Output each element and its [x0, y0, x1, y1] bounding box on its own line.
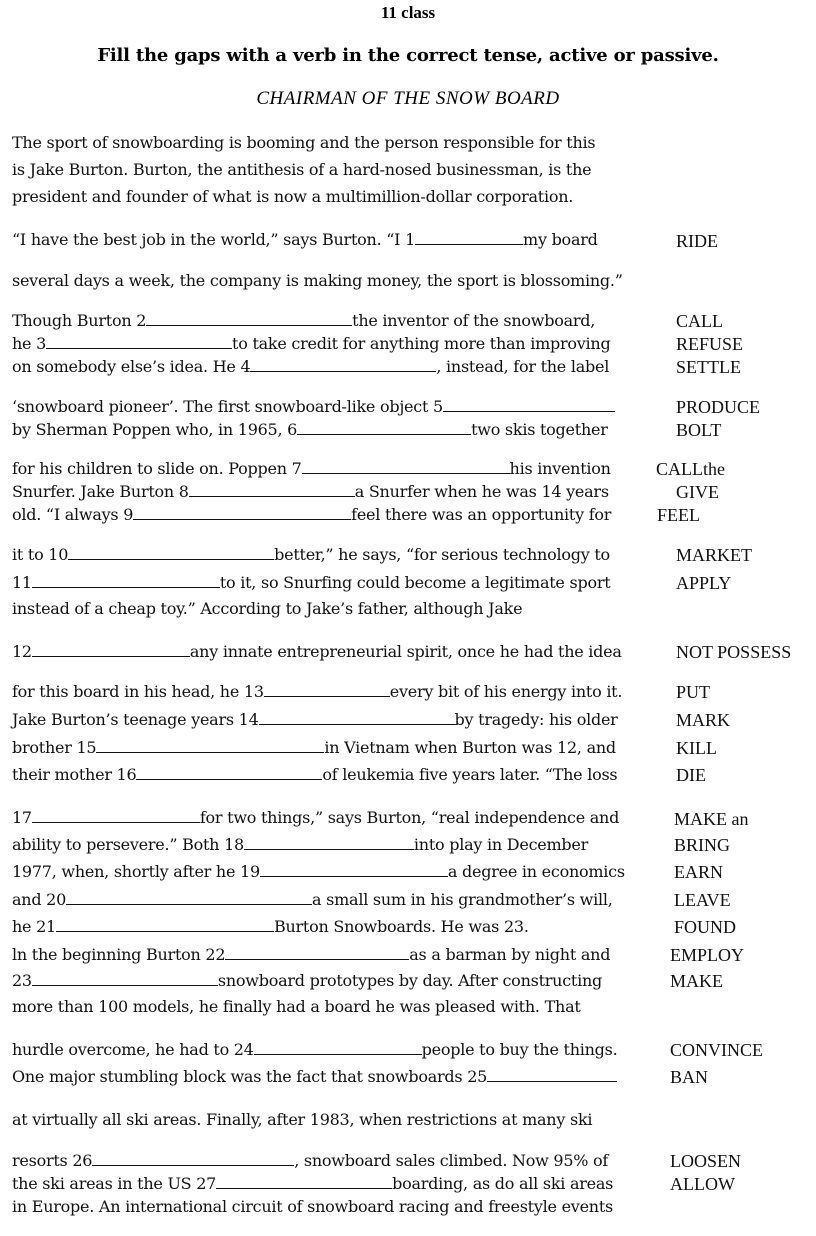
- text-segment: every bit of his energy into it.: [389, 682, 623, 701]
- text-segment: ‘snowboard pioneer’. The first snowboard-like object 5: [12, 397, 443, 416]
- text-line: [12, 572, 610, 596]
- text-segment: for his children to slide on. Poppen 7: [12, 459, 302, 478]
- verb-keyword: BRING: [674, 835, 731, 855]
- text-segment: on somebody else’s idea. He 4: [12, 357, 251, 376]
- verb-keyword: PRODUCE: [676, 397, 761, 417]
- verb-keyword: GIVE: [676, 482, 719, 502]
- text-segment: at virtually all ski areas. Finally, after 1983, when restrictions at many ski: [12, 1110, 593, 1129]
- text-segment: feel there was an opportunity for: [351, 505, 612, 524]
- verb-keyword: MARK: [676, 710, 731, 730]
- answer-gap[interactable]: [260, 861, 448, 877]
- verb-keyword: FOUND: [674, 917, 737, 937]
- text-segment: their mother 16: [12, 765, 137, 784]
- answer-gap[interactable]: [302, 458, 510, 474]
- verb-keyword: PUT: [676, 682, 711, 702]
- answer-gap[interactable]: [133, 504, 351, 520]
- verb-keyword: LEAVE: [674, 890, 731, 910]
- text-segment: people to buy the things.: [421, 1040, 618, 1059]
- text-line: [12, 333, 610, 357]
- text-segment: by tragedy: his older: [454, 710, 618, 729]
- answer-gap[interactable]: [297, 419, 471, 435]
- text-line: [12, 419, 608, 443]
- text-segment: any innate entrepreneurial spirit, once he had the idea: [189, 642, 622, 661]
- text-segment: snowboard prototypes by day. After constructing: [217, 971, 603, 990]
- text-segment: my board: [523, 230, 598, 249]
- verb-keyword: APPLY: [676, 573, 732, 593]
- text-line: [12, 996, 581, 1020]
- answer-gap[interactable]: [136, 764, 322, 780]
- answer-gap[interactable]: [32, 807, 200, 823]
- text-segment: Though Burton 2: [12, 311, 147, 330]
- text-segment: a degree in economics: [447, 862, 625, 881]
- text-segment: ability to persevere.” Both 18: [12, 835, 244, 854]
- text-line: [12, 598, 522, 622]
- answer-gap[interactable]: [443, 396, 615, 412]
- answer-gap[interactable]: [146, 310, 352, 326]
- text-segment: two skis together: [471, 420, 608, 439]
- story-title: CHAIRMAN OF THE SNOW BOARD: [256, 88, 560, 109]
- text-segment: the ski areas in the US 27: [12, 1174, 217, 1193]
- text-segment: his invention: [509, 459, 611, 478]
- answer-gap[interactable]: [56, 916, 274, 932]
- text-segment: more than 100 models, he finally had a board he was pleased with. That: [12, 997, 581, 1016]
- text-line: [12, 737, 616, 761]
- text-line: [12, 834, 588, 858]
- verb-keyword: DIE: [676, 765, 706, 785]
- text-line: [12, 889, 613, 913]
- text-line: [12, 270, 623, 294]
- answer-gap[interactable]: [92, 1150, 294, 1166]
- text-segment: in Vietnam when Burton was 12, and: [324, 738, 616, 757]
- verb-keyword: REFUSE: [676, 334, 744, 354]
- text-line: [12, 481, 609, 505]
- text-line: [12, 159, 591, 183]
- text-segment: The sport of snowboarding is booming and the person responsible for this: [12, 133, 596, 152]
- text-segment: boarding, as do all ski areas: [392, 1174, 614, 1193]
- answer-gap[interactable]: [259, 709, 455, 725]
- text-segment: “I have the best job in the world,” says Burton. “I 1: [12, 230, 416, 249]
- text-segment: 12: [12, 642, 32, 661]
- answer-gap[interactable]: [487, 1066, 617, 1082]
- text-line: [12, 764, 617, 788]
- answer-gap[interactable]: [250, 356, 436, 372]
- answer-gap[interactable]: [225, 944, 409, 960]
- verb-keyword: CALL: [676, 311, 723, 331]
- text-segment: of leukemia five years later. “The loss: [322, 765, 618, 784]
- answer-gap[interactable]: [415, 229, 523, 245]
- answer-gap[interactable]: [96, 737, 324, 753]
- text-line: [12, 1150, 608, 1174]
- answer-gap[interactable]: [189, 481, 355, 497]
- text-segment: into play in December: [413, 835, 589, 854]
- verb-keyword: EARN: [674, 862, 723, 882]
- verb-keyword: NOT POSSESS: [676, 642, 792, 662]
- text-segment: a small sum in his grandmother’s will,: [312, 890, 613, 909]
- text-segment: , instead, for the label: [436, 357, 610, 376]
- text-segment: a Snurfer when he was 14 years: [354, 482, 609, 501]
- text-line: [12, 807, 619, 831]
- text-line: [12, 641, 622, 665]
- text-line: [12, 970, 602, 994]
- verb-keyword: EMPLOY: [670, 945, 745, 965]
- text-line: [12, 544, 610, 568]
- verb-keyword: BOLT: [676, 420, 722, 440]
- text-segment: to it, so Snurfing could become a legitimate sport: [219, 573, 611, 592]
- text-segment: ln the beginning Burton 22: [12, 945, 226, 964]
- text-segment: he 21: [12, 917, 56, 936]
- text-segment: 23: [12, 971, 32, 990]
- text-segment: to take credit for anything more than improving: [232, 334, 611, 353]
- text-line: [12, 186, 573, 210]
- answer-gap[interactable]: [254, 1039, 422, 1055]
- text-line: [12, 310, 595, 334]
- verb-keyword: LOOSEN: [670, 1151, 741, 1171]
- text-line: [12, 356, 609, 380]
- text-segment: several days a week, the company is making money, the sport is blossoming.”: [12, 271, 623, 290]
- text-segment: 17: [12, 808, 32, 827]
- answer-gap[interactable]: [68, 544, 274, 560]
- text-segment: 11: [12, 573, 32, 592]
- text-line: [12, 861, 625, 885]
- text-segment: he 3: [12, 334, 47, 353]
- verb-keyword: MAKE: [670, 971, 723, 991]
- text-segment: hurdle overcome, he had to 24: [12, 1040, 254, 1059]
- answer-gap[interactable]: [66, 889, 312, 905]
- text-segment: old. “I always 9: [12, 505, 134, 524]
- text-line: [12, 916, 529, 940]
- text-line: [12, 944, 610, 968]
- verb-keyword: CALLthe: [656, 459, 725, 479]
- answer-gap[interactable]: [216, 1173, 392, 1189]
- verb-keyword: BAN: [670, 1067, 709, 1087]
- text-line: [12, 132, 595, 156]
- text-line: [12, 1196, 613, 1220]
- text-segment: is Jake Burton. Burton, the antithesis of a hard-nosed businessman, is the: [12, 160, 592, 179]
- text-segment: resorts 26: [12, 1151, 93, 1170]
- text-segment: Snurfer. Jake Burton 8: [12, 482, 189, 501]
- text-line: [12, 681, 622, 705]
- text-segment: in Europe. An international circuit of snowboard racing and freestyle events: [12, 1197, 613, 1216]
- verb-keyword: SETTLE: [676, 357, 741, 377]
- text-segment: One major stumbling block was the fact that snowboards 25: [12, 1067, 488, 1086]
- text-segment: for this board in his head, he 13: [12, 682, 264, 701]
- text-line: [12, 458, 611, 482]
- text-segment: better,” he says, “for serious technology to: [274, 545, 610, 564]
- verb-keyword: FEEL: [657, 505, 700, 525]
- text-segment: as a barman by night and: [409, 945, 611, 964]
- text-segment: Burton Snowboards. He was 23.: [273, 917, 529, 936]
- text-line: [12, 709, 618, 733]
- text-line: [12, 1109, 592, 1133]
- text-segment: , snowboard sales climbed. Now 95% of: [294, 1151, 609, 1170]
- answer-gap[interactable]: [32, 572, 220, 588]
- verb-keyword: ALLOW: [670, 1174, 735, 1194]
- verb-keyword: MARKET: [676, 545, 752, 565]
- answer-gap[interactable]: [244, 834, 414, 850]
- class-label: 11 class: [380, 3, 436, 22]
- text-segment: brother 15: [12, 738, 97, 757]
- answer-gap[interactable]: [32, 970, 218, 986]
- instruction-heading: Fill the gaps with a verb in the correct tense, active or passive.: [97, 45, 719, 66]
- answer-gap[interactable]: [46, 333, 232, 349]
- text-line: [12, 1066, 617, 1090]
- text-line: [12, 1173, 613, 1197]
- verb-keyword: KILL: [676, 738, 717, 758]
- answer-gap[interactable]: [32, 641, 190, 657]
- verb-keyword: CONVINCE: [670, 1040, 763, 1060]
- text-line: [12, 396, 615, 420]
- text-segment: and 20: [12, 890, 67, 909]
- text-segment: for two things,” says Burton, “real independence and: [199, 808, 620, 827]
- text-segment: 1977, when, shortly after he 19: [12, 862, 260, 881]
- text-line: [12, 229, 598, 253]
- text-segment: instead of a cheap toy.” According to Jake’s father, although Jake: [12, 599, 523, 618]
- text-line: [12, 1039, 617, 1063]
- text-segment: it to 10: [12, 545, 69, 564]
- verb-keyword: RIDE: [676, 231, 718, 251]
- answer-gap[interactable]: [264, 681, 390, 697]
- text-segment: by Sherman Poppen who, in 1965, 6: [12, 420, 298, 439]
- text-line: [12, 504, 611, 528]
- text-segment: the inventor of the snowboard,: [352, 311, 596, 330]
- text-segment: president and founder of what is now a multimillion-dollar corporation.: [12, 187, 574, 206]
- verb-keyword: MAKE an: [674, 809, 749, 829]
- text-segment: Jake Burton’s teenage years 14: [12, 710, 259, 729]
